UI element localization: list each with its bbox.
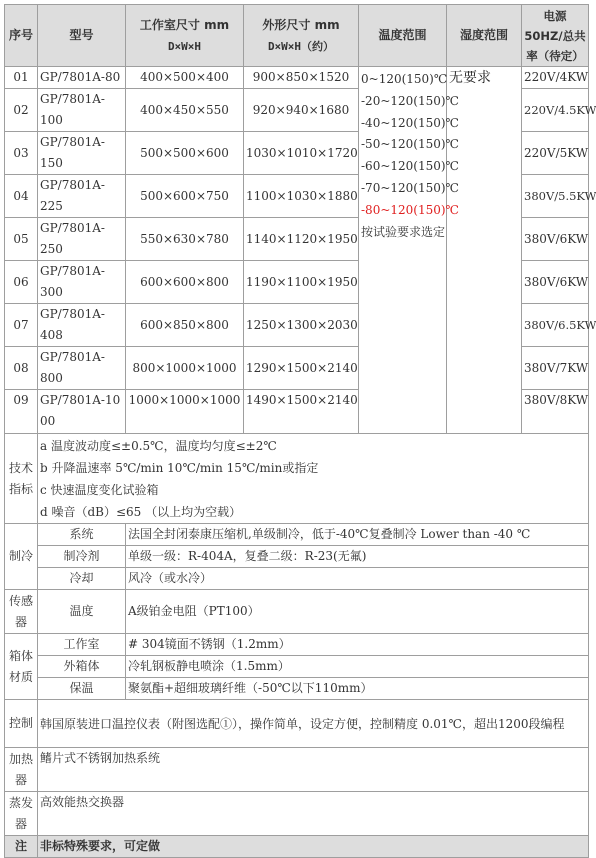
row-chamber-size: 500×600×750 xyxy=(126,175,244,218)
row-power: 380V/5.5KW xyxy=(522,175,589,218)
tech-specs-content xyxy=(38,434,589,524)
sensor-item-name: 温度 xyxy=(38,590,126,634)
heating-row xyxy=(5,748,589,792)
row-index: 02 xyxy=(5,89,38,132)
row-model: GP/7801A-1000 xyxy=(38,390,126,434)
tech-spec-line: b 升降温速率 5℃/min 10℃/min 15℃/min或指定 xyxy=(40,460,319,475)
row-model: GP/7801A-408 xyxy=(38,304,126,347)
control-value: 韩国原装进口温控仪表（附图选配①），操作简单，设定方便，控制精度 0.01℃，超出1200段编程 xyxy=(38,700,589,748)
row-outer-size: 1250×1300×2030 xyxy=(244,304,359,347)
refrigeration-item-value: 风冷（或水冷） xyxy=(126,568,589,590)
row-outer-size: 1490×1500×2140 xyxy=(244,390,359,434)
header-temperature-range: 温度范围 xyxy=(359,5,447,67)
material-item-value: # 304镜面不锈钢（1.2mm） xyxy=(126,634,589,656)
row-power: 220V/4.5KW xyxy=(522,89,589,132)
refrigeration-item-name: 冷却 xyxy=(38,568,126,590)
row-chamber-size: 400×500×400 xyxy=(126,67,244,89)
row-chamber-size: 800×1000×1000 xyxy=(126,347,244,390)
row-index: 04 xyxy=(5,175,38,218)
row-chamber-size: 550×630×780 xyxy=(126,218,244,261)
temperature-range-cell xyxy=(359,67,459,434)
row-index: 08 xyxy=(5,347,38,390)
row-chamber-size: 400×450×550 xyxy=(126,89,244,132)
note-label: 注 xyxy=(5,836,38,858)
temperature-range-item: 0~120(150)℃ xyxy=(361,72,448,86)
tech-spec-line: a 温度波动度≤±0.5℃，温度均匀度≤±2℃ xyxy=(40,438,277,453)
row-index: 05 xyxy=(5,218,38,261)
header-power: 电源 50HZ/总共率（待定） xyxy=(522,5,589,67)
header-index: 序号 xyxy=(5,5,38,67)
row-model: GP/7801A-150 xyxy=(38,132,126,175)
humidity-range-cell: 无要求 xyxy=(447,67,522,434)
material-row xyxy=(5,678,589,700)
material-label: 箱体材质 xyxy=(5,634,38,700)
material-item-name: 外箱体 xyxy=(38,656,126,678)
material-row xyxy=(5,656,589,678)
refrigeration-row xyxy=(5,568,589,590)
material-item-value: 冷轧钢板静电喷涂（1.5mm） xyxy=(126,656,589,678)
sensor-label: 传感器 xyxy=(5,590,38,634)
row-chamber-size: 500×500×600 xyxy=(126,132,244,175)
note-row xyxy=(5,836,589,858)
row-outer-size: 920×940×1680 xyxy=(244,89,359,132)
tech-specs-row xyxy=(5,434,589,524)
row-index: 09 xyxy=(5,390,38,434)
row-index: 01 xyxy=(5,67,38,89)
row-model: GP/7801A-800 xyxy=(38,347,126,390)
temperature-range-item-highlighted: -80~120(150)℃ xyxy=(361,202,459,217)
refrigeration-label: 制冷 xyxy=(5,524,38,590)
tech-specs-label: 技术指标 xyxy=(5,434,38,524)
temperature-range-item: -70~120(150)℃ xyxy=(361,180,459,195)
refrigeration-row xyxy=(5,546,589,568)
row-outer-size: 1190×1100×1950 xyxy=(244,261,359,304)
row-chamber-size: 600×850×800 xyxy=(126,304,244,347)
heating-label: 加热器 xyxy=(5,748,38,792)
sensor-row xyxy=(5,590,589,634)
refrigeration-item-name: 系统 xyxy=(38,524,126,546)
header-model: 型号 xyxy=(38,5,126,67)
header-row xyxy=(5,5,589,67)
row-power: 380V/6KW xyxy=(522,261,589,304)
control-row xyxy=(5,700,589,748)
tech-spec-line: d 噪音（dB）≤65 （以上均为空载） xyxy=(40,504,242,519)
row-power: 380V/7KW xyxy=(522,347,589,390)
note-value: 非标特殊要求，可定做 xyxy=(38,836,589,858)
evaporator-row xyxy=(5,792,589,836)
row-index: 06 xyxy=(5,261,38,304)
row-power: 220V/4KW xyxy=(522,67,589,89)
temperature-range-item: -40~120(150)℃ xyxy=(361,115,459,130)
row-outer-size: 1100×1030×1880 xyxy=(244,175,359,218)
row-power: 220V/5KW xyxy=(522,132,589,175)
refrigeration-item-name: 制冷剂 xyxy=(38,546,126,568)
tech-spec-line: c 快速温度变化试验箱 xyxy=(40,482,159,497)
row-outer-size: 1030×1010×1720 xyxy=(244,132,359,175)
row-chamber-size: 600×600×800 xyxy=(126,261,244,304)
spec-table xyxy=(4,4,596,858)
material-item-name: 工作室 xyxy=(38,634,126,656)
row-outer-size: 900×850×1520 xyxy=(244,67,359,89)
evaporator-value: 高效能热交换器 xyxy=(38,792,589,836)
temperature-range-item: -20~120(150)℃ xyxy=(361,93,459,108)
row-index: 07 xyxy=(5,304,38,347)
row-model: GP/7801A-100 xyxy=(38,89,126,132)
header-outer-size: 外形尺寸 mm D×W×H（约） xyxy=(244,5,359,67)
row-model: GP/7801A-300 xyxy=(38,261,126,304)
header-humidity-range: 湿度范围 xyxy=(447,5,522,67)
row-index: 03 xyxy=(5,132,38,175)
row-outer-size: 1140×1120×1950 xyxy=(244,218,359,261)
evaporator-label: 蒸发器 xyxy=(5,792,38,836)
row-chamber-size: 1000×1000×1000 xyxy=(126,390,244,434)
sensor-item-value: A级铂金电阻（PT100） xyxy=(126,590,589,634)
table-row xyxy=(5,67,589,89)
row-power: 380V/6KW xyxy=(522,218,589,261)
refrigeration-item-value: 法国全封闭泰康压缩机,单级制冷，低于-40℃复叠制冷 Lower than -40 ℃ xyxy=(126,524,589,546)
row-outer-size: 1290×1500×2140 xyxy=(244,347,359,390)
material-row xyxy=(5,634,589,656)
refrigeration-item-value: 单级一级：R-404A，复叠二级：R-23(无氟) xyxy=(126,546,589,568)
row-model: GP/7801A-225 xyxy=(38,175,126,218)
temperature-range-note: 按试验要求选定 xyxy=(361,224,446,239)
heating-value: 鳍片式不锈钢加热系统 xyxy=(38,748,589,792)
row-power: 380V/6.5KW xyxy=(522,304,589,347)
refrigeration-row xyxy=(5,524,589,546)
temperature-range-item: -50~120(150)℃ xyxy=(361,137,459,152)
control-label: 控制 xyxy=(5,700,38,748)
temperature-range-list xyxy=(361,69,459,243)
row-model: GP/7801A-250 xyxy=(38,218,126,261)
material-item-name: 保温 xyxy=(38,678,126,700)
temperature-range-item: -60~120(150)℃ xyxy=(361,159,459,174)
material-item-value: 聚氨酯+超细玻璃纤维（-50℃以下110mm） xyxy=(126,678,589,700)
row-power: 380V/8KW xyxy=(522,390,589,434)
row-model: GP/7801A-80 xyxy=(38,67,126,89)
header-chamber-size: 工作室尺寸 mm D×W×H xyxy=(126,5,244,67)
